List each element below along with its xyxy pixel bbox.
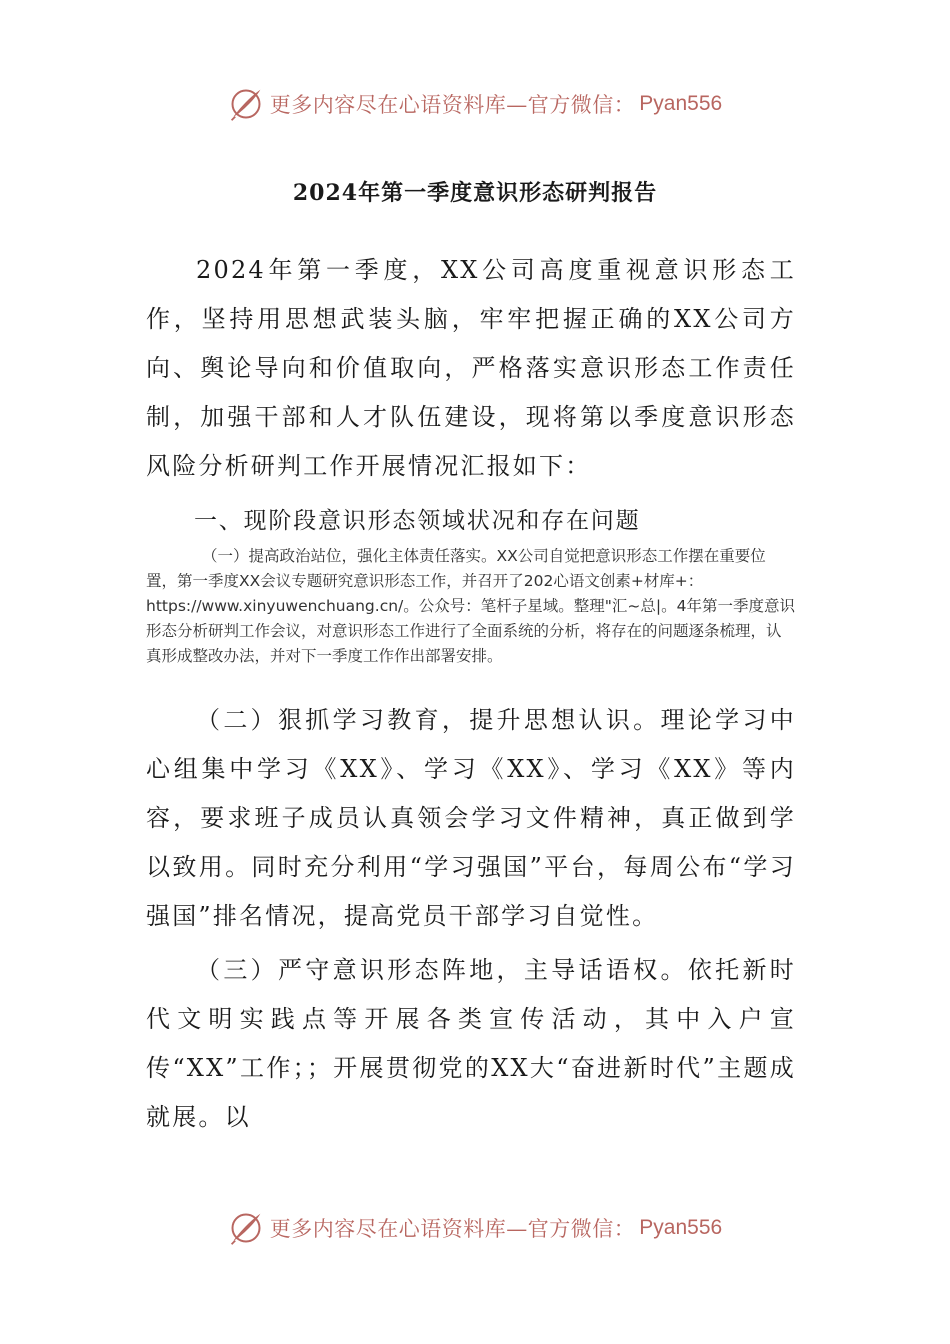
section-item-1: （一）提高政治站位，强化主体责任落实。XX公司自觉把意识形态工作摆在重要位置，第一季度XX会议专题研究意识形态工作，并召开了202心语文创素+材库+：https://www.xinyuwenchuang.cn/。公众号：笔杆子星域。整理"汇~总|。4年第一季度意识形态分析研判工作会议，对意识形态工作进行了全面系统的分析，将存在的问题逐条梳理，认真形成整改办法，并对下一季度工作作出部署安排。: [146, 547, 795, 665]
quill-pen-circle-icon: [228, 1210, 264, 1246]
section-item-3: （三）严守意识形态阵地，主导话语权。依托新时代文明实践点等开展各类宣传活动，其中入户宣传“XX”工作；；开展贯彻党的XX大“奋进新时代”主题成就展。以: [146, 956, 796, 1131]
intro-paragraph: 2024年第一季度，XX公司高度重视意识形态工作，坚持用思想武装头脑，牢牢把握正确的XX公司方向、舆论导向和价值取向，严格落实意识形态工作责任制，加强干部和人才队伍建设，现将第以季度意识形态风险分析研判工作开展情况汇报如下：: [146, 256, 796, 480]
watermark-text: 更多内容尽在心语资料库—官方微信：: [269, 93, 636, 117]
section-heading: 一、现阶段意识形态领域状况和存在问题: [194, 508, 641, 534]
watermark-wechat-id: Pyan556: [639, 92, 723, 115]
quill-pen-circle-icon: [228, 86, 264, 122]
watermark-wechat-id: Pyan556: [639, 1216, 723, 1239]
watermark-header: [0, 84, 950, 124]
watermark-footer: [0, 1208, 950, 1248]
section-item-2: （二）狠抓学习教育，提升思想认识。理论学习中心组集中学习《XX》、学习《XX》、学习《XX》等内容，要求班子成员认真领会学习文件精神，真正做到学以致用。同时充分利用“学习强国”平台，每周公布“学习强国”排名情况，提高党员干部学习自觉性。: [146, 706, 796, 930]
document-title: 2024年第一季度意识形态研判报告: [292, 180, 658, 206]
watermark-text: 更多内容尽在心语资料库—官方微信：: [269, 1217, 636, 1241]
